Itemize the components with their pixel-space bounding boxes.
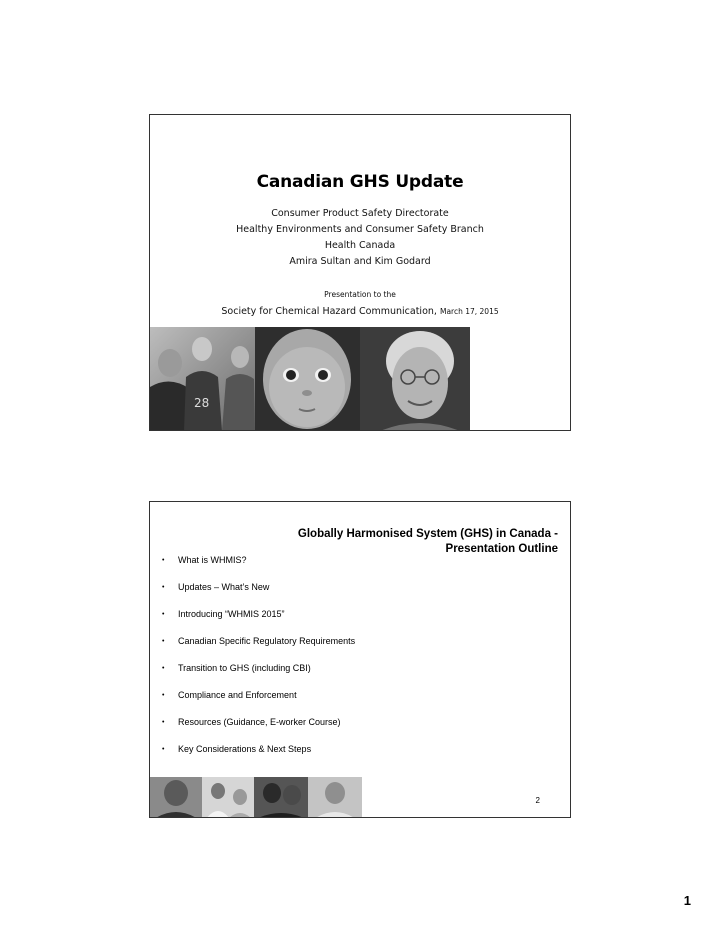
list-item: • Transition to GHS (including CBI): [162, 663, 311, 673]
outline-list: [162, 555, 355, 771]
bullet-icon: •: [162, 611, 165, 618]
list-item: • Resources (Guidance, E-worker Course): [162, 717, 341, 727]
photo-strip: [150, 327, 470, 431]
smiling-men-photo: [254, 777, 308, 818]
slide-title: Canadian GHS Update: [256, 172, 464, 192]
outline-title-line2: Presentation Outline: [445, 543, 558, 555]
young-woman-photo: [308, 777, 362, 818]
bullet-icon: •: [162, 719, 165, 726]
baby-face-photo: [255, 327, 360, 431]
society-name: Society for Chemical Hazard Communication,: [221, 306, 437, 317]
bullet-icon: •: [162, 665, 165, 672]
list-item: • Updates – What’s New: [162, 582, 270, 592]
outline-title: [198, 527, 558, 557]
bullet-icon: •: [162, 638, 165, 645]
bullet-icon: •: [162, 557, 165, 564]
presentation-to-line: Presentation to the: [324, 290, 396, 299]
list-item: • What is WHMIS?: [162, 555, 247, 565]
page-number: 1: [683, 893, 691, 908]
directorate-line: Consumer Product Safety Directorate: [271, 208, 449, 219]
bullet-icon: •: [162, 692, 165, 699]
presentation-date: March 17, 2015: [439, 307, 499, 316]
society-line: [150, 306, 570, 317]
bullet-icon: •: [162, 584, 165, 591]
svg-text:28: 28: [194, 396, 210, 410]
elderly-man-photo: [150, 777, 202, 818]
list-item: • Compliance and Enforcement: [162, 690, 297, 700]
branch-line: Healthy Environments and Consumer Safety Branch: [236, 224, 484, 235]
people-photo-strip: [150, 777, 362, 818]
group-of-young-people-photo: [150, 327, 255, 431]
list-item: • Canadian Specific Regulatory Requirements: [162, 636, 356, 646]
list-item: • Key Considerations & Next Steps: [162, 744, 312, 754]
slide-number: 2: [535, 796, 540, 805]
title-slide: [149, 114, 571, 431]
outline-slide: [149, 501, 571, 818]
list-item: • Introducing “WHMIS 2015”: [162, 609, 285, 619]
department-line: Health Canada: [324, 240, 396, 251]
elderly-woman-photo: [360, 327, 470, 431]
doctor-and-patient-photo: [202, 777, 254, 818]
authors-line: Amira Sultan and Kim Godard: [289, 256, 431, 267]
outline-title-line1: Globally Harmonised System (GHS) in Canada -: [297, 528, 558, 540]
bullet-icon: •: [162, 746, 165, 753]
